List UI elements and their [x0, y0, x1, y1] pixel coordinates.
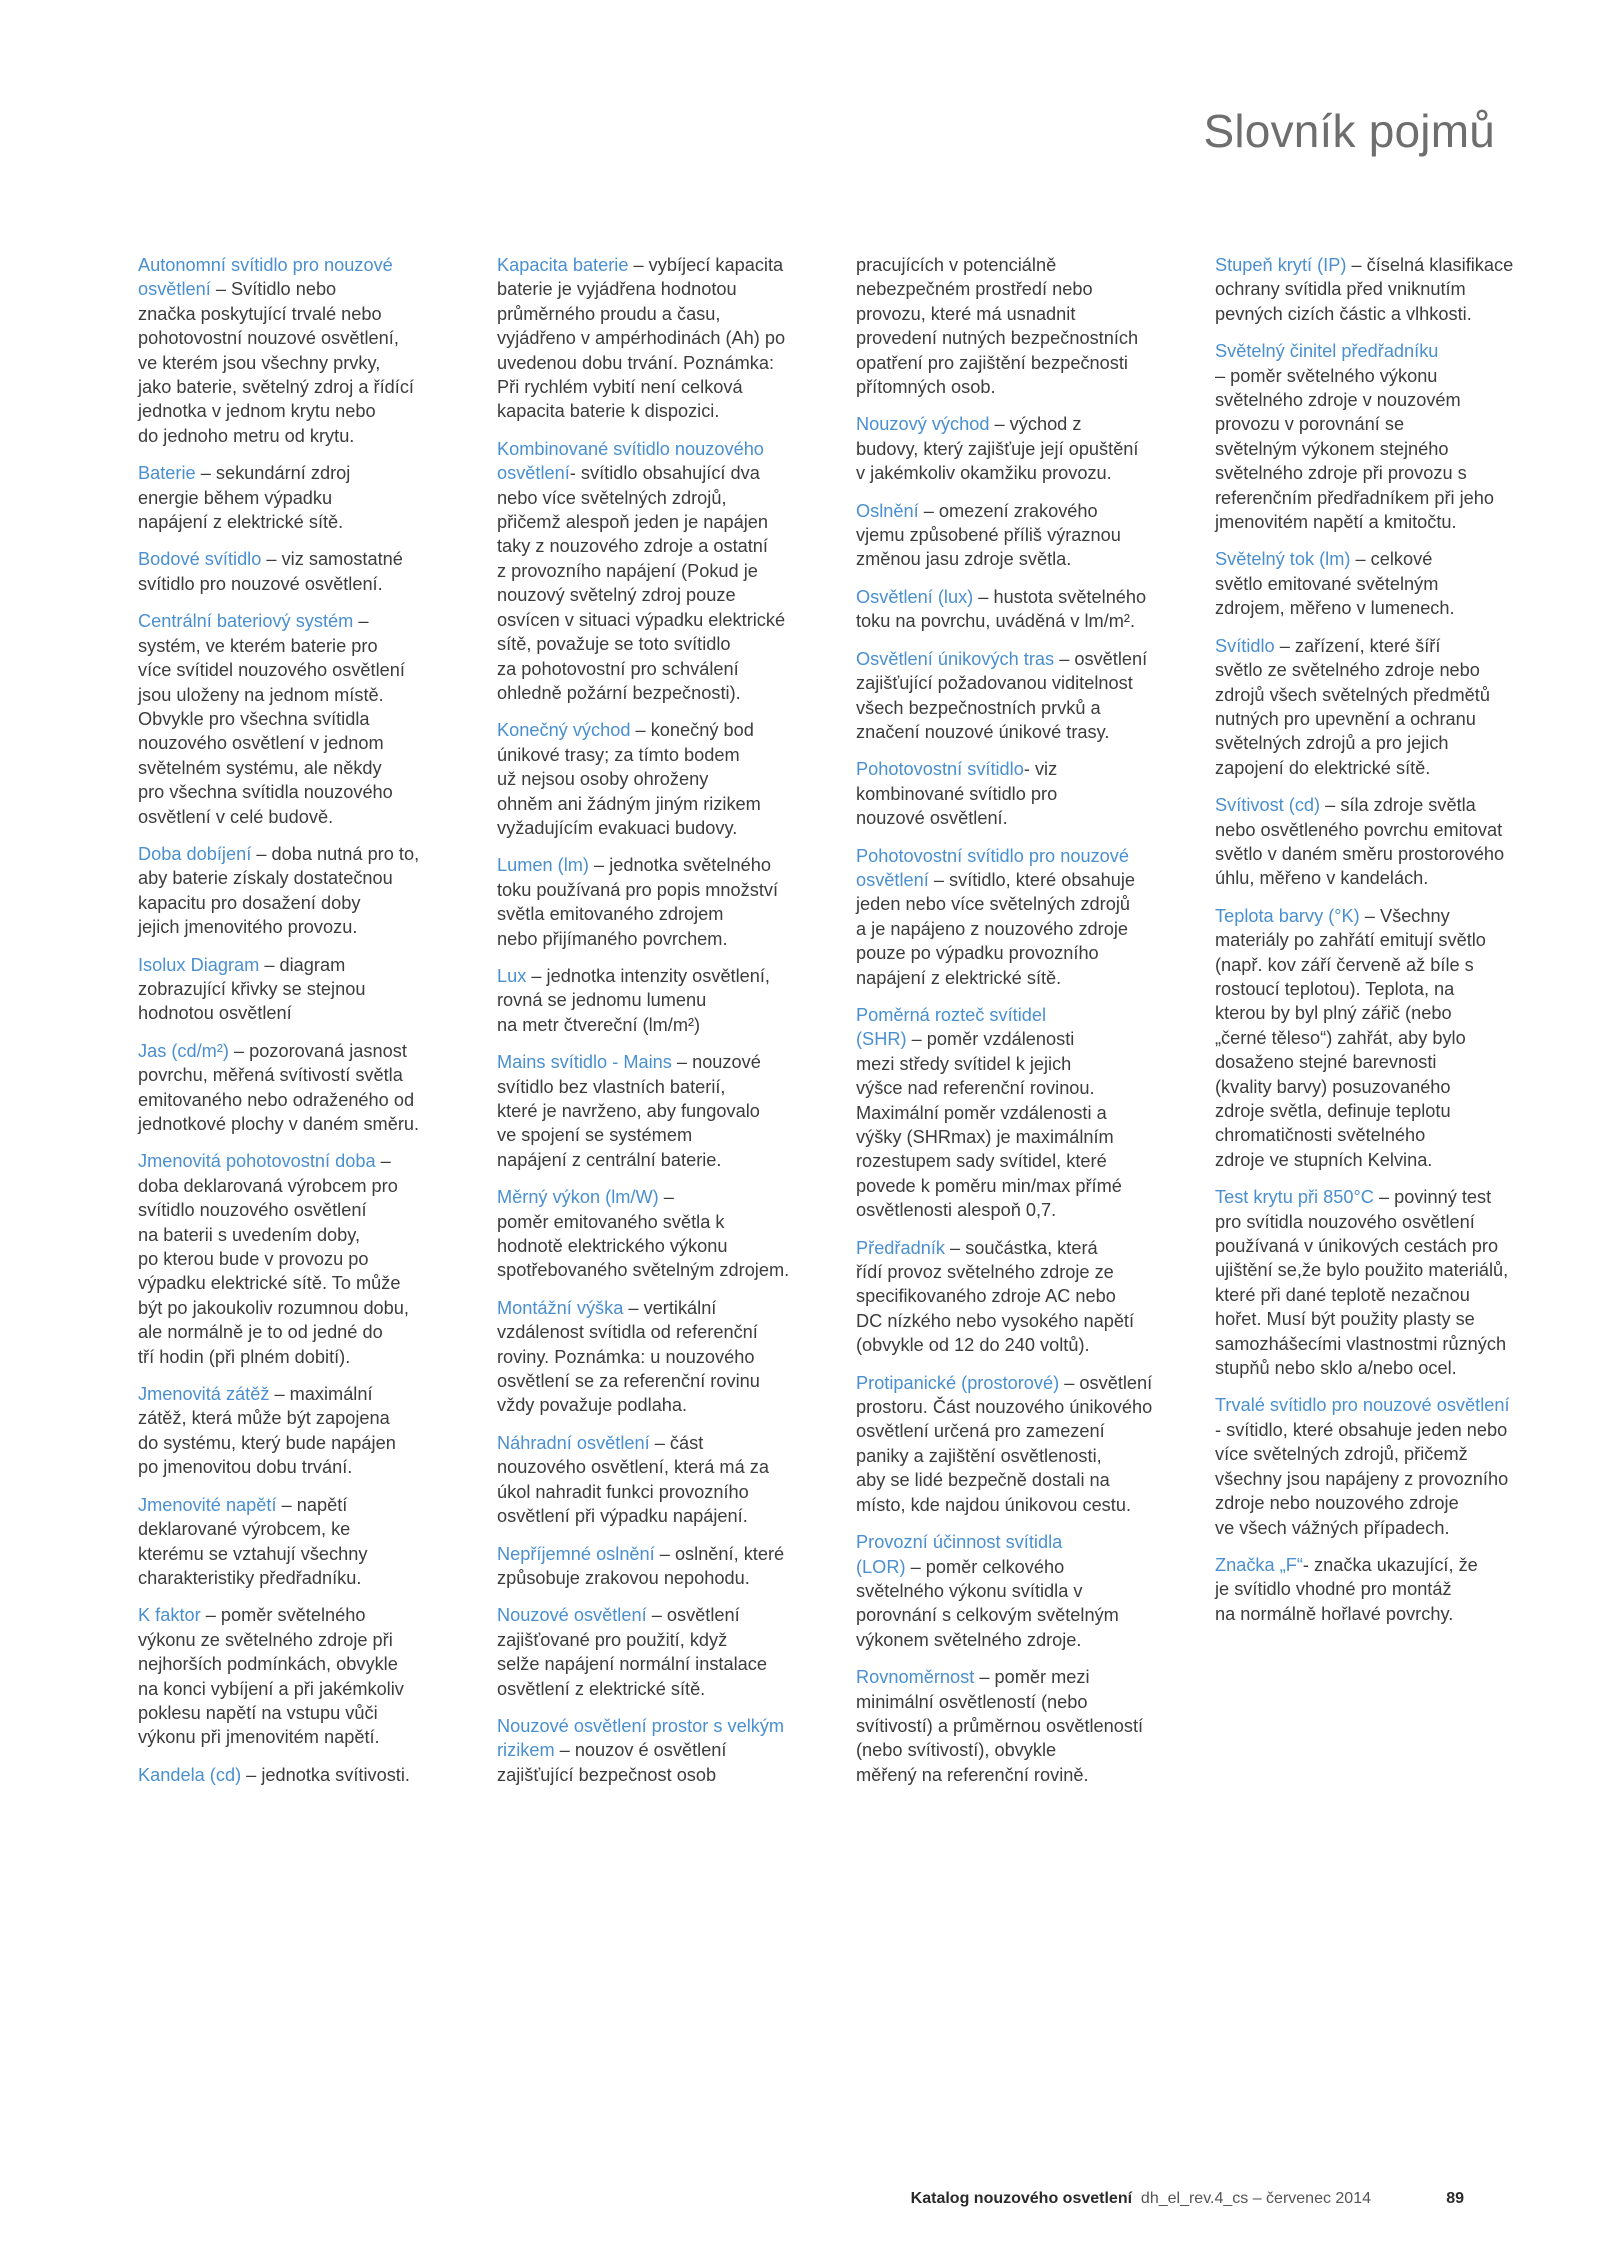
glossary-column-1 [138, 253, 458, 1800]
glossary-entry [497, 718, 817, 840]
glossary-entry [856, 253, 1176, 399]
glossary-term: Kombinované svítidlo nouzového osvětlení [497, 438, 764, 484]
glossary-term: Konečný východ [497, 720, 631, 741]
glossary-definition: – doba deklarovaná výrobcem pro svítidlo nouzového osvětlení na baterii s uvedením doby, po kterou bude v provozu po výpadku elektrické sítě. To může být po jakoukoliv rozumnou dobu, ale normálně je to od jedné do tří hodin (při plném dobití). [138, 1151, 409, 1367]
glossary-entry [138, 1763, 458, 1787]
glossary-entry [1215, 339, 1545, 534]
glossary-definition: – hustota světelného toku na povrchu, uváděná v lm/m². [856, 586, 1147, 632]
glossary-definition: - svítidlo, které obsahuje jeden nebo více světelných zdrojů, přičemž všechny jsou napájeny z provozního zdroje nebo nouzového zdroje ve všech vážných případech. [1215, 1419, 1509, 1538]
glossary-term: Protipanické (prostorové) [856, 1372, 1060, 1393]
glossary-definition: – pozorovaná jasnost povrchu, měřená svítivostí světla emitovaného nebo odraženého od jednotkové plochy v daném směru. [138, 1040, 420, 1134]
glossary-definition: – nouzov é osvětlení zajišťující bezpečnost osob [497, 1740, 727, 1785]
glossary-entry [138, 1603, 458, 1749]
glossary-entry [138, 609, 458, 829]
glossary-term: Pohotovostní svítidlo pro nouzové osvětlení [856, 845, 1129, 890]
glossary-entry [856, 412, 1176, 485]
glossary-definition: – maximální zátěž, která může být zapojena do systému, který bude napájen po jmenovitou dobu trvání. [138, 1384, 396, 1478]
glossary-columns [138, 253, 1545, 1800]
glossary-entry [856, 1371, 1176, 1517]
glossary-entry [1215, 1393, 1545, 1539]
glossary-column-4 [1215, 253, 1545, 1800]
glossary-definition: – doba nutná pro to, aby baterie získaly dostatečnou kapacitu pro dosažení doby jejich jmenovitého provozu. [138, 843, 420, 938]
glossary-definition: – Svítidlo nebo značka poskytující trvalé nebo pohotovostní nouzové osvětlení, ve kterém jsou všechny prvky, jako baterie, světelný zdroj a řídící jednotka v jednom krytu nebo do jednoho metru od krytu. [138, 279, 414, 446]
glossary-term: Trvalé svítidlo pro nouzové osvětlení [1215, 1395, 1510, 1416]
glossary-entry [138, 1149, 458, 1369]
glossary-term: Test krytu při 850°C [1215, 1187, 1374, 1208]
glossary-term: Nouzové osvětlení [497, 1605, 647, 1626]
glossary-definition: – povinný test pro svítidla nouzového osvětlení používaná v únikových cestách pro ujištění se,že bylo použito materiálů, které při dané teplotě nezačnou hořet. Musí být použity plasty se samozhášecími vlastnostmi různých stupňů nebo sklo a/nebo ocel. [1215, 1187, 1509, 1379]
glossary-term: Světelný tok (lm) [1215, 549, 1351, 570]
glossary-entry [1215, 547, 1545, 620]
glossary-definition: pracujících v potenciálně nebezpečném prostředí nebo provozu, které má usnadnit provedení nutných bezpečnostních opatření pro zajištění bezpečnosti přítomných osob. [856, 255, 1139, 398]
glossary-entry [1215, 793, 1545, 891]
glossary-term: Bodové svítidlo [138, 549, 262, 570]
glossary-definition: – sekundární zdroj energie během výpadku napájení z elektrické sítě. [138, 463, 351, 533]
page-title: Slovník pojmů [1203, 105, 1495, 157]
glossary-term: Pohotovostní svítidlo [856, 759, 1024, 780]
glossary-definition: – součástka, která řídí provoz světelného zdroje ze specifikovaného zdroje AC nebo DC nízkého nebo vysokého napětí (obvykle od 12 do 240 voltů). [856, 1237, 1135, 1356]
footer-revision: dh_el_rev.4_cs – červenec 2014 [1140, 2190, 1371, 2207]
glossary-definition: – zařízení, které šíří světlo ze světelného zdroje nebo zdrojů všech světelných předmětů nutných pro upevnění a ochranu světelných zdrojů a pro jejich zapojení do elektrické sítě. [1215, 635, 1490, 778]
glossary-entry [1215, 1185, 1545, 1380]
glossary-term: K faktor [138, 1605, 201, 1626]
glossary-term: Nepříjemné oslnění [497, 1543, 655, 1564]
glossary-entry [497, 1431, 817, 1529]
glossary-definition: – celkové světlo emitované světelným zdrojem, měřeno v lumenech. [1215, 549, 1455, 619]
glossary-term: Montážní výška [497, 1297, 624, 1318]
glossary-definition: – svítidlo, které obsahuje jeden nebo více světelných zdrojů a je napájeno z nouzového zdroje pouze po výpadku provozního napájení z elektrické sítě. [856, 869, 1136, 988]
glossary-entry [138, 253, 458, 448]
glossary-term: Značka „F“ [1215, 1554, 1303, 1575]
glossary-definition: – viz samostatné svítidlo pro nouzové osvětlení. [138, 549, 403, 594]
glossary-term: Měrný výkon (lm/W) [497, 1187, 659, 1208]
glossary-definition: – osvětlení zajišťující požadovanou viditelnost všech bezpečnostních prvků a značení nouzové únikové trasy. [856, 648, 1148, 742]
glossary-entry [497, 253, 817, 424]
glossary-definition: – poměr světelného výkonu ze světelného zdroje při nejhorších podmínkách, obvykle na konci vybíjení a při jakémkoliv poklesu napětí na vstupu vůči výkonu při jmenovitém napětí. [138, 1605, 404, 1748]
glossary-term: Svítivost (cd) [1215, 795, 1321, 816]
glossary-definition: – nouzové svítidlo bez vlastních baterií, které je navrženo, aby fungovalo ve spojení se systémem napájení z centrální baterie. [497, 1052, 761, 1170]
glossary-entry [497, 1603, 817, 1701]
glossary-entry [856, 1665, 1176, 1787]
glossary-definition: - značka ukazující, že je svítidlo vhodné pro montáž na normálně hořlavé povrchy. [1215, 1554, 1478, 1624]
glossary-entry [1215, 634, 1545, 780]
glossary-entry [497, 853, 817, 951]
glossary-definition: – číselná klasifikace ochrany svítidla před vniknutím pevných cizích částic a vlhkosti. [1215, 255, 1514, 324]
glossary-column-3 [856, 253, 1176, 1800]
glossary-entry [138, 1493, 458, 1591]
glossary-entry [138, 842, 458, 940]
glossary-term: Provozní účinnost svítidla (LOR) [856, 1532, 1063, 1577]
glossary-entry [497, 1185, 817, 1283]
glossary-definition: – poměr mezi minimální osvětleností (nebo svítivostí) a průměrnou osvětleností (nebo svítivostí), obvykle měřený na referenční rovině. [856, 1667, 1144, 1785]
glossary-definition: – vertikální vzdálenost svítidla od referenční roviny. Poznámka: u nouzového osvětlení se za referenční rovinu vždy považuje podlaha. [497, 1297, 760, 1416]
glossary-term: Mains svítidlo - Mains [497, 1052, 672, 1073]
glossary-term: Poměrná rozteč svítidel (SHR) [856, 1004, 1047, 1050]
glossary-term: Kandela (cd) [138, 1764, 242, 1785]
glossary-term: Světelný činitel předřadníku [1215, 341, 1439, 362]
glossary-definition: – osvětlení zajišťované pro použití, když selže napájení normální instalace osvětlení z elektrické sítě. [497, 1605, 767, 1699]
glossary-entry [497, 1542, 817, 1591]
glossary-entry [138, 461, 458, 534]
glossary-term: Isolux Diagram [138, 954, 260, 975]
glossary-term: Doba dobíjení [138, 843, 252, 864]
glossary-definition: – východ z budovy, který zajišťuje její opuštění v jakémkoliv okamžiku provozu. [856, 414, 1139, 484]
glossary-entry [856, 1003, 1176, 1223]
glossary-term: Nouzový východ [856, 414, 990, 435]
glossary-term: Náhradní osvětlení [497, 1432, 650, 1453]
glossary-definition: – konečný bod únikové trasy; za tímto bodem už nejsou osoby ohroženy ohněm ani žádným jiným rizikem vyžadujícím evakuaci budovy. [497, 720, 761, 838]
glossary-definition: – napětí deklarované výrobcem, ke kterému se vztahují všechny charakteristiky předřadníku. [138, 1494, 368, 1588]
glossary-definition: – omezení zrakového vjemu způsobené příliš výraznou změnou jasu zdroje světla. [856, 500, 1121, 570]
glossary-term: Jmenovitá zátěž [138, 1384, 270, 1405]
glossary-definition: – jednotka intenzity osvětlení, rovná se jednomu lumenu na metr čtvereční (lm/m²) [497, 965, 770, 1035]
glossary-definition: - svítidlo obsahující dva nebo více světelných zdrojů, přičemž alespoň jeden je napájen taky z nouzového zdroje a ostatní z provozního napájení (Pokud je nouzový světelný zdroj pouze osvícen v situaci výpadku elektrické sítě, považuje se toto svítidlo za pohotovostní pro schválení ohledně požární bezpečnosti). [497, 463, 786, 703]
glossary-term: Centrální bateriový systém [138, 611, 354, 632]
glossary-entry [856, 585, 1176, 634]
glossary-term: Stupeň krytí (IP) [1215, 255, 1347, 275]
glossary-definition: – jednotka svítivosti. [241, 1764, 410, 1785]
glossary-column-2 [497, 253, 817, 1800]
glossary-entry [856, 1236, 1176, 1358]
glossary-definition: – diagram zobrazující křivky se stejnou hodnotou osvětlení [138, 954, 366, 1024]
glossary-term: Rovnoměrnost [856, 1667, 975, 1688]
glossary-term: Předřadník [856, 1237, 945, 1258]
glossary-definition: – poměr emitovaného světla k hodnotě elektrického výkonu spotřebovaného světelným zdrojem. [497, 1187, 790, 1281]
glossary-definition: – část nouzového osvětlení, která má za úkol nahradit funkci provozního osvětlení při výpadku napájení. [497, 1432, 769, 1527]
glossary-definition: – systém, ve kterém baterie pro více svítidel nouzového osvětlení jsou uloženy na jednom místě. Obvykle pro všechna svítidla nouzového osvětlení v jednom světelném systému, ale někdy pro všechna svítidla nouzového osvětlení v celé budově. [138, 611, 405, 827]
glossary-entry [856, 499, 1176, 572]
footer-catalog-title: Katalog nouzového osvetlení [910, 2190, 1133, 2207]
page-footer [0, 2190, 1600, 2214]
glossary-term: Lux [497, 965, 527, 986]
footer-catalog [911, 2190, 1371, 2208]
glossary-term: Teplota barvy (°K) [1215, 905, 1360, 926]
glossary-definition: – poměr vzdálenosti mezi středy svítidel k jejich výšce nad referenční rovinou. Maximální poměr vzdálenosti a výšky (SHRmax) je maximálním rozestupem sady svítidel, které povede k poměru min/max přímé osvětlenosti alespoň 0,7. [856, 1029, 1122, 1221]
glossary-entry [138, 1039, 458, 1137]
glossary-entry [497, 964, 817, 1037]
glossary-term: Autonomní svítidlo pro nouzové osvětlení [138, 255, 393, 300]
glossary-entry [497, 437, 817, 705]
glossary-term: Jmenovitá pohotovostní doba [138, 1151, 376, 1172]
glossary-definition: – oslnění, které způsobuje zrakovou nepohodu. [497, 1543, 785, 1588]
glossary-entry [497, 1714, 817, 1787]
glossary-term: Baterie [138, 463, 196, 484]
glossary-entry [138, 953, 458, 1026]
glossary-definition: – poměr světelného výkonu světelného zdroje v nouzovém provozu v porovnání se světelným výkonem stejného světelného zdroje při provozu s referenčním předřadníkem při jeho jmenovitém napětí a kmitočtu. [1215, 365, 1495, 533]
glossary-entry [856, 844, 1176, 990]
glossary-term: Kapacita baterie [497, 255, 629, 275]
glossary-entry [856, 757, 1176, 830]
page-number: 89 [1446, 2190, 1464, 2207]
glossary-term: Svítidlo [1215, 635, 1275, 656]
glossary-definition: – poměr celkového světelného výkonu svítidla v porovnání s celkovým světelným výkonem světelného zdroje. [856, 1556, 1119, 1650]
glossary-definition: – jednotka světelného toku používaná pro popis množství světla emitovaného zdrojem nebo přijímaného povrchem. [497, 855, 779, 949]
glossary-definition: - viz kombinované svítidlo pro nouzové osvětlení. [856, 759, 1058, 829]
glossary-entry [1215, 1553, 1545, 1626]
glossary-term: Osvětlení únikových tras [856, 648, 1055, 669]
glossary-term: Jmenovité napětí [138, 1494, 277, 1515]
glossary-term: Nouzové osvětlení prostor s velkým rizikem [497, 1715, 785, 1761]
glossary-definition: – síla zdroje světla nebo osvětleného povrchu emitovat světlo v daném směru prostorového úhlu, měřeno v kandelách. [1215, 795, 1505, 889]
glossary-entry [138, 1382, 458, 1480]
glossary-term: Osvětlení (lux) [856, 586, 974, 607]
glossary-entry [497, 1050, 817, 1172]
glossary-entry [856, 1530, 1176, 1652]
glossary-term: Lumen (lm) [497, 855, 589, 876]
glossary-entry [1215, 253, 1545, 326]
glossary-entry [497, 1296, 817, 1418]
glossary-term: Oslnění [856, 500, 919, 521]
glossary-term: Jas (cd/m²) [138, 1040, 229, 1061]
glossary-entry [1215, 904, 1545, 1172]
glossary-definition: – vybíjecí kapacita baterie je vyjádřena hodnotou průměrného proudu a času, vyjádřeno v ampérhodinách (Ah) po uvedenou dobu trvání. Poznámka: Při rychlém vybití není celková kapacita baterie k dispozici. [497, 255, 786, 422]
glossary-entry [856, 647, 1176, 745]
glossary-definition: – Všechny materiály po zahřátí emitují světlo (např. kov září červeně až bíle s rostoucí teplotou). Teplota, na kterou by byl plný zářič (nebo „černé těleso“) zahřát, aby bylo dosaženo stejné barevnosti (kvality barvy) posuzovaného zdroje světla, definuje teplotu chromatičnosti světelného zdroje ve stupních Kelvina. [1215, 905, 1486, 1170]
glossary-entry [138, 547, 458, 596]
glossary-definition: – osvětlení prostoru. Část nouzového únikového osvětlení určená pro zamezení paniky a zajištění osvětlenosti, aby se lidé bezpečně dostali na místo, kde najdou únikovou cestu. [856, 1372, 1153, 1515]
